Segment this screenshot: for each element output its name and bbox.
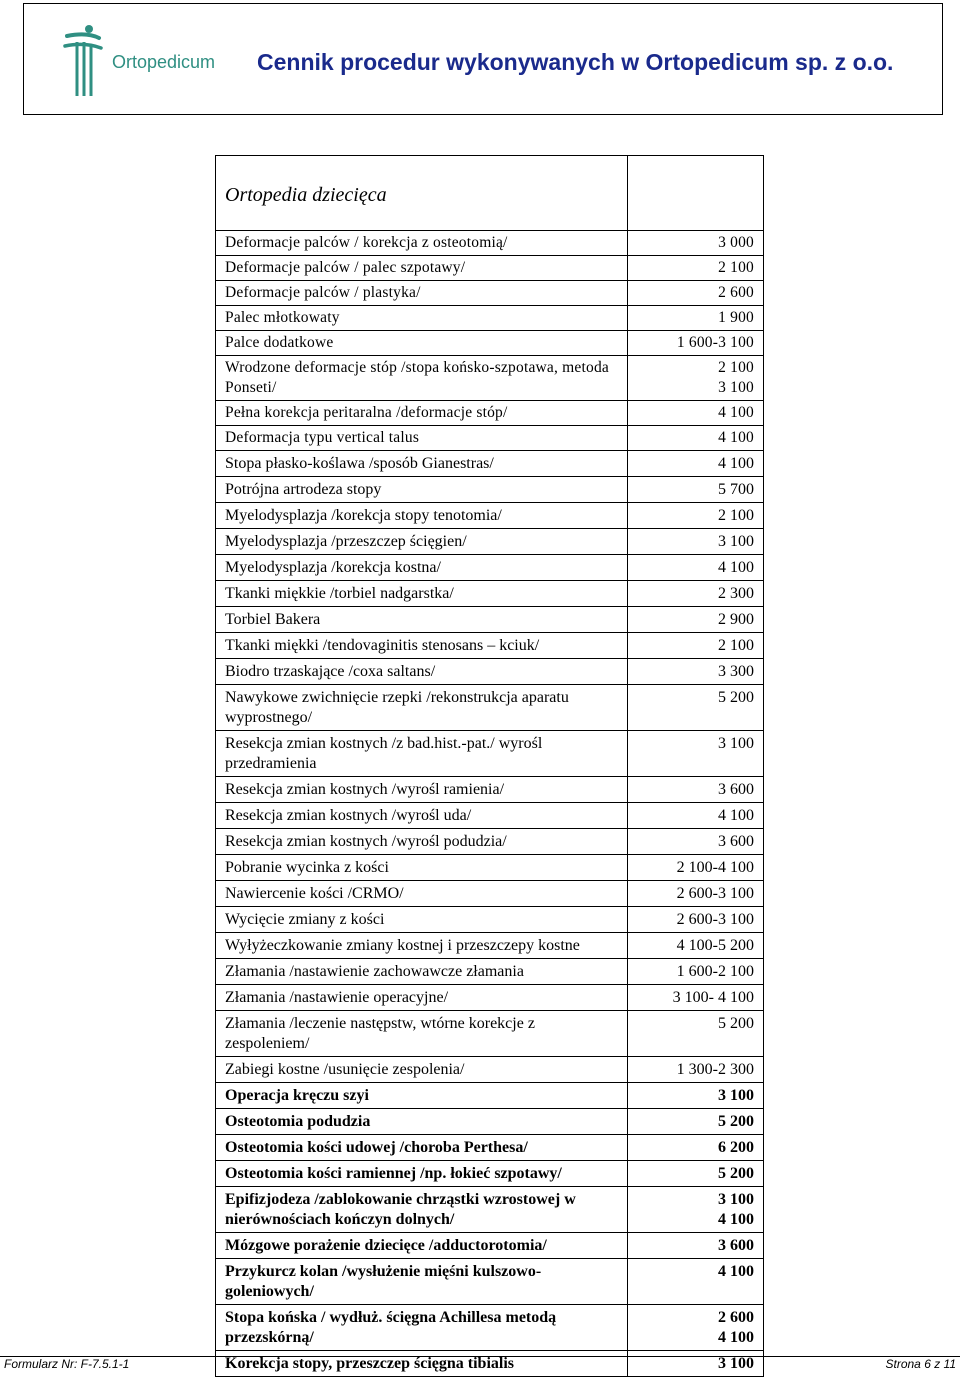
procedure-price: 4 100	[628, 426, 764, 451]
procedure-price: 4 100	[628, 1259, 764, 1305]
procedure-price: 2 300	[628, 581, 764, 607]
table-row	[216, 1259, 764, 1305]
table-row	[216, 1083, 764, 1109]
procedure-name: Osteotomia kości ramiennej /np. łokieć szpotawy/	[216, 1161, 628, 1187]
table-row	[216, 731, 764, 777]
procedure-name: Tkanki miękki /tendovaginitis stenosans – kciuk/	[216, 633, 628, 659]
procedure-name: Operacja kręczu szyi	[216, 1083, 628, 1109]
table-row	[216, 555, 764, 581]
procedure-name: Wycięcie zmiany z kości	[216, 907, 628, 933]
table-row	[216, 356, 764, 401]
procedure-price: 1 900	[628, 306, 764, 331]
procedure-name: Epifizjodeza /zablokowanie chrząstki wzrostowej w nierównościach kończyn dolnych/	[216, 1187, 628, 1233]
procedure-price: 2 100 3 100	[628, 356, 764, 401]
header-box	[23, 3, 943, 115]
procedure-price: 2 600-3 100	[628, 907, 764, 933]
procedure-name: Deformacje palców / korekcja z osteotomią/	[216, 231, 628, 256]
procedure-name: Osteotomia podudzia	[216, 1109, 628, 1135]
procedure-name: Resekcja zmian kostnych /z bad.hist.-pat./ wyrośl przedramienia	[216, 731, 628, 777]
table-row	[216, 1305, 764, 1351]
procedure-name: Torbiel Bakera	[216, 607, 628, 633]
table-row	[216, 1233, 764, 1259]
table-row	[216, 607, 764, 633]
procedure-name: Osteotomia kości udowej /choroba Perthesa/	[216, 1135, 628, 1161]
procedure-name: Stopa płasko-koślawa /sposób Gianestras/	[216, 451, 628, 477]
procedure-price: 3 100	[628, 529, 764, 555]
procedure-price: 5 200	[628, 1109, 764, 1135]
procedure-price: 2 600-3 100	[628, 881, 764, 907]
table-row	[216, 907, 764, 933]
table-row	[216, 306, 764, 331]
procedure-price: 3 600	[628, 1233, 764, 1259]
procedure-price: 3 300	[628, 659, 764, 685]
procedure-name: Korekcja stopy, przeszczep ścięgna tibialis	[216, 1351, 628, 1377]
procedure-name: Złamania /leczenie następstw, wtórne korekcje z zespoleniem/	[216, 1011, 628, 1057]
procedure-price: 3 600	[628, 777, 764, 803]
procedure-name: Resekcja zmian kostnych /wyrośl uda/	[216, 803, 628, 829]
procedure-name: Nawykowe zwichnięcie rzepki /rekonstrukcja aparatu wyprostnego/	[216, 685, 628, 731]
procedure-name: Resekcja zmian kostnych /wyrośl podudzia/	[216, 829, 628, 855]
price-group-c	[216, 1083, 764, 1377]
procedure-price: 4 100-5 200	[628, 933, 764, 959]
procedure-price: 3 100- 4 100	[628, 985, 764, 1011]
form-number: Formularz Nr: F-7.5.1-1	[4, 1357, 130, 1371]
procedure-name: Przykurcz kolan /wysłużenie mięśni kulszowo-goleniowych/	[216, 1259, 628, 1305]
price-table	[215, 155, 764, 1377]
procedure-price: 4 100	[628, 555, 764, 581]
logo-text: Ortopedicum	[112, 52, 216, 72]
table-row	[216, 777, 764, 803]
section-row	[216, 156, 764, 231]
procedure-price: 5 200	[628, 1011, 764, 1057]
table-row	[216, 855, 764, 881]
procedure-name: Palce dodatkowe	[216, 331, 628, 356]
procedure-price: 2 900	[628, 607, 764, 633]
table-row	[216, 1161, 764, 1187]
procedure-price: 2 600 4 100	[628, 1305, 764, 1351]
procedure-price: 2 100	[628, 256, 764, 281]
table-row	[216, 985, 764, 1011]
procedure-name: Nawiercenie kości /CRMO/	[216, 881, 628, 907]
procedure-price: 3 100	[628, 1351, 764, 1377]
table-row	[216, 881, 764, 907]
table-row	[216, 1351, 764, 1377]
table-row	[216, 401, 764, 426]
procedure-price: 5 700	[628, 477, 764, 503]
procedure-name: Myelodysplazja /przeszczep ścięgien/	[216, 529, 628, 555]
procedure-price: 2 100-4 100	[628, 855, 764, 881]
document-title: Cennik procedur wykonywanych w Ortopedicum sp. z o.o.	[257, 49, 894, 75]
table-row	[216, 503, 764, 529]
table-row	[216, 1011, 764, 1057]
procedure-price: 4 100	[628, 803, 764, 829]
procedure-name: Złamania /nastawienie zachowawcze złamania	[216, 959, 628, 985]
procedure-price: 5 200	[628, 685, 764, 731]
table-row	[216, 933, 764, 959]
footer-divider	[0, 1356, 960, 1357]
section-price-cell	[628, 156, 764, 231]
procedure-name: Deformacje palców / plastyka/	[216, 281, 628, 306]
procedure-price: 6 200	[628, 1135, 764, 1161]
price-group-a	[216, 231, 764, 451]
procedure-name: Myelodysplazja /korekcja stopy tenotomia/	[216, 503, 628, 529]
table-row	[216, 477, 764, 503]
procedure-name: Palec młotkowaty	[216, 306, 628, 331]
procedure-price: 3 600	[628, 829, 764, 855]
procedure-price: 5 200	[628, 1161, 764, 1187]
procedure-price: 4 100	[628, 401, 764, 426]
procedure-name: Tkanki miękkie /torbiel nadgarstka/	[216, 581, 628, 607]
procedure-price: 3 100 4 100	[628, 1187, 764, 1233]
table-row	[216, 803, 764, 829]
procedure-name: Pełna korekcja peritaralna /deformacje stóp/	[216, 401, 628, 426]
table-row	[216, 331, 764, 356]
table-row	[216, 256, 764, 281]
procedure-price: 2 600	[628, 281, 764, 306]
table-row	[216, 959, 764, 985]
price-group-b	[216, 451, 764, 1083]
procedure-name: Deformacje palców / palec szpotawy/	[216, 256, 628, 281]
procedure-price: 3 100	[628, 1083, 764, 1109]
procedure-name: Deformacja typu vertical talus	[216, 426, 628, 451]
table-row	[216, 1187, 764, 1233]
procedure-price: 1 600-3 100	[628, 331, 764, 356]
table-row	[216, 529, 764, 555]
procedure-name: Złamania /nastawienie operacyjne/	[216, 985, 628, 1011]
procedure-price: 4 100	[628, 451, 764, 477]
procedure-name: Wyłyżeczkowanie zmiany kostnej i przeszczepy kostne	[216, 933, 628, 959]
table-row	[216, 426, 764, 451]
table-row	[216, 231, 764, 256]
procedure-price: 1 300-2 300	[628, 1057, 764, 1083]
table-row	[216, 829, 764, 855]
table-row	[216, 281, 764, 306]
page-number: Strona 6 z 11	[885, 1357, 956, 1371]
procedure-name: Pobranie wycinka z kości	[216, 855, 628, 881]
table-row	[216, 581, 764, 607]
table-row	[216, 633, 764, 659]
table-row	[216, 1135, 764, 1161]
table-row	[216, 659, 764, 685]
procedure-price: 2 100	[628, 503, 764, 529]
table-row	[216, 1109, 764, 1135]
procedure-name: Potrójna artrodeza stopy	[216, 477, 628, 503]
table-row	[216, 451, 764, 477]
procedure-name: Zabiegi kostne /usunięcie zespolenia/	[216, 1057, 628, 1083]
table-row	[216, 1057, 764, 1083]
procedure-name: Resekcja zmian kostnych /wyrośl ramienia/	[216, 777, 628, 803]
procedure-price: 1 600-2 100	[628, 959, 764, 985]
procedure-name: Stopa końska / wydłuż. ścięgna Achillesa metodą przezskórną/	[216, 1305, 628, 1351]
procedure-name: Mózgowe porażenie dziecięce /adductorotomia/	[216, 1233, 628, 1259]
procedure-name: Biodro trzaskające /coxa saltans/	[216, 659, 628, 685]
procedure-price: 3 000	[628, 231, 764, 256]
procedure-price: 2 100	[628, 633, 764, 659]
procedure-price: 3 100	[628, 731, 764, 777]
section-title: Ortopedia dziecięca	[216, 156, 628, 231]
procedure-name: Wrodzone deformacje stóp /stopa końsko-szpotawa, metoda Ponseti/	[216, 356, 628, 401]
procedure-name: Myelodysplazja /korekcja kostna/	[216, 555, 628, 581]
table-row	[216, 685, 764, 731]
